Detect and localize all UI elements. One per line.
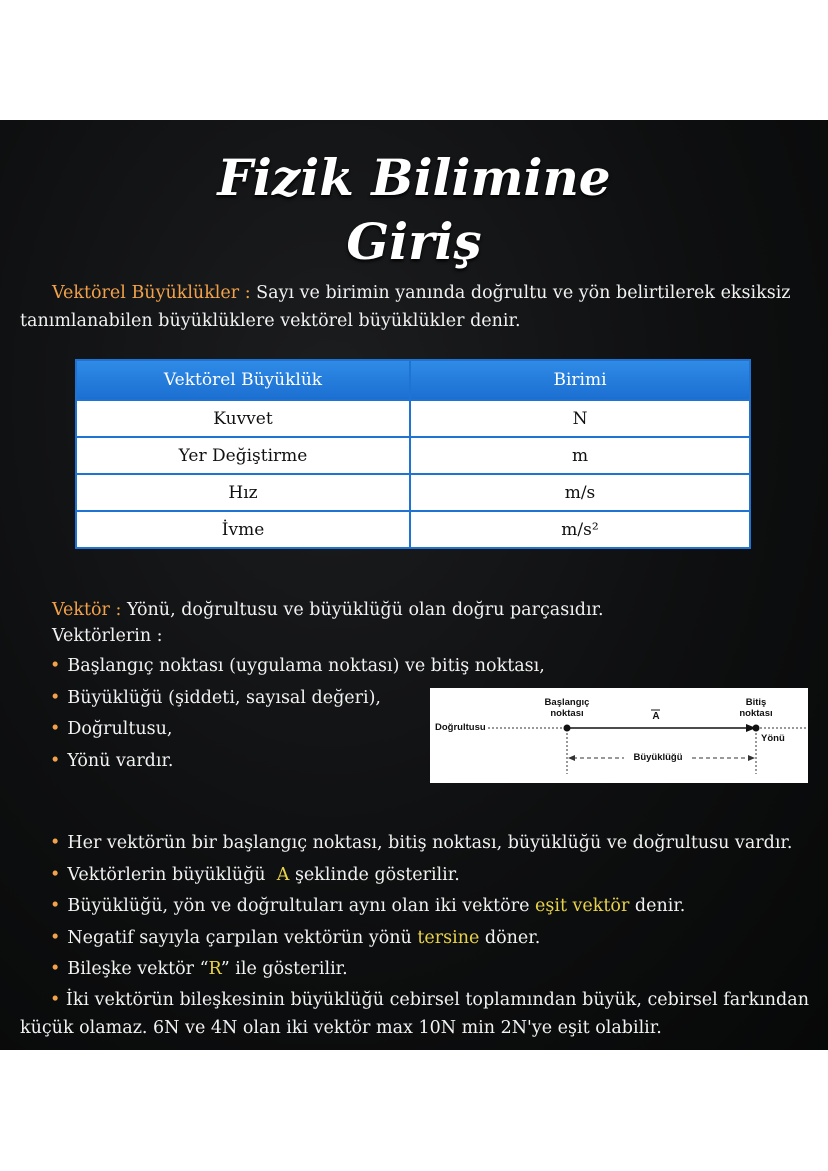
table-row [76, 511, 750, 548]
direction-label: Yönü [761, 733, 785, 744]
table-cell-unit: m/s² [410, 511, 750, 548]
table-cell-quantity: İvme [76, 511, 410, 548]
list-item: • Vektörlerin büyüklüğü A şeklinde gösterilir. [50, 864, 460, 885]
table-header-unit: Birimi [410, 360, 750, 400]
vector-diagram [430, 688, 808, 783]
vector-facts-list [50, 828, 792, 986]
bullet-icon: • [50, 927, 61, 948]
end-point-label: Bitiş noktası [739, 697, 773, 719]
list-item: • Büyüklüğü, yön ve doğrultuları aynı olan iki vektöre eşit vektör denir. [50, 896, 686, 916]
bullet-icon: • [50, 833, 61, 853]
highlight-equal-vector: eşit vektör [535, 896, 630, 916]
vector-name-label: A [652, 711, 660, 722]
direction-line-label: Doğrultusu [435, 722, 486, 733]
bullet-icon: • [50, 719, 61, 739]
vector-list-intro: Vektörlerin : [52, 626, 163, 646]
table-cell-unit: m [410, 437, 750, 474]
magnitude-arrow-right-icon [748, 755, 755, 761]
page-title-line-1: Fizik Bilimine [217, 148, 611, 207]
list-item-text: Yönü vardır. [67, 750, 174, 771]
final-fact-text: İki vektörün bileşkesinin büyüklüğü cebirsel toplamından büyük, cebirsel farkından küçük olamaz. 6N ve 4N olan iki vektör max 10N min 2N'ye eşit olabilir. [20, 990, 809, 1038]
magnitude-label: Büyüklüğü [633, 752, 683, 763]
list-item-text: Büyüklüğü (şiddeti, sayısal değeri), [67, 687, 381, 708]
page-title-line-2: Giriş [346, 212, 482, 271]
bullet-icon: • [50, 750, 61, 771]
vector-definition [52, 596, 604, 624]
end-point-dot [753, 725, 760, 732]
bullet-icon: • [50, 656, 61, 676]
bullet-icon: • [50, 990, 61, 1010]
magnitude-arrow-left-icon [568, 755, 575, 761]
final-fact-paragraph [20, 986, 810, 1042]
list-item-text: Her vektörün bir başlangıç noktası, bitiş noktası, büyüklüğü ve doğrultusu vardır. [67, 833, 793, 853]
bullet-icon: • [50, 687, 61, 708]
list-item [50, 651, 545, 683]
table-row [76, 400, 750, 437]
vector-symbol: A [276, 864, 290, 885]
table-header-row [76, 360, 750, 400]
table-cell-quantity: Yer Değiştirme [76, 437, 410, 474]
intro-text: Sayı ve birimin yanında doğrultu ve yön belirtilerek eksiksiz tanımlanabilen büyüklüklere vektörel büyüklükler denir. [20, 283, 791, 331]
highlight-resultant-symbol: R [208, 959, 221, 979]
intro-term: Vektörel Büyüklükler : [52, 283, 251, 303]
table-header-quantity: Vektörel Büyüklük [76, 360, 410, 400]
list-item-text: Başlangıç noktası (uygulama noktası) ve bitiş noktası, [67, 656, 545, 676]
start-point-dot [564, 725, 571, 732]
vector-definition-text: Yönü, doğrultusu ve büyüklüğü olan doğru parçasıdır. [126, 600, 604, 620]
vector-term: Vektör : [52, 600, 122, 620]
bullet-icon: • [50, 864, 61, 885]
intro-paragraph [20, 279, 810, 335]
list-item [50, 828, 792, 860]
list-item: • Bileşke vektör “R” ile gösterilir. [50, 959, 348, 979]
table-row [76, 437, 750, 474]
list-item-text: Doğrultusu, [67, 719, 173, 739]
bullet-icon: • [50, 959, 61, 979]
table-row [76, 474, 750, 511]
start-point-label: Başlangıç noktası [544, 697, 590, 719]
list-item: • Negatif sayıyla çarpılan vektörün yönü tersine döner. [50, 927, 541, 948]
highlight-reverse: tersine [417, 927, 480, 948]
table-cell-quantity: Kuvvet [76, 400, 410, 437]
table-cell-unit: m/s [410, 474, 750, 511]
table-cell-unit: N [410, 400, 750, 437]
vector-quantities-table [75, 359, 751, 549]
bullet-icon: • [50, 896, 61, 916]
table-cell-quantity: Hız [76, 474, 410, 511]
